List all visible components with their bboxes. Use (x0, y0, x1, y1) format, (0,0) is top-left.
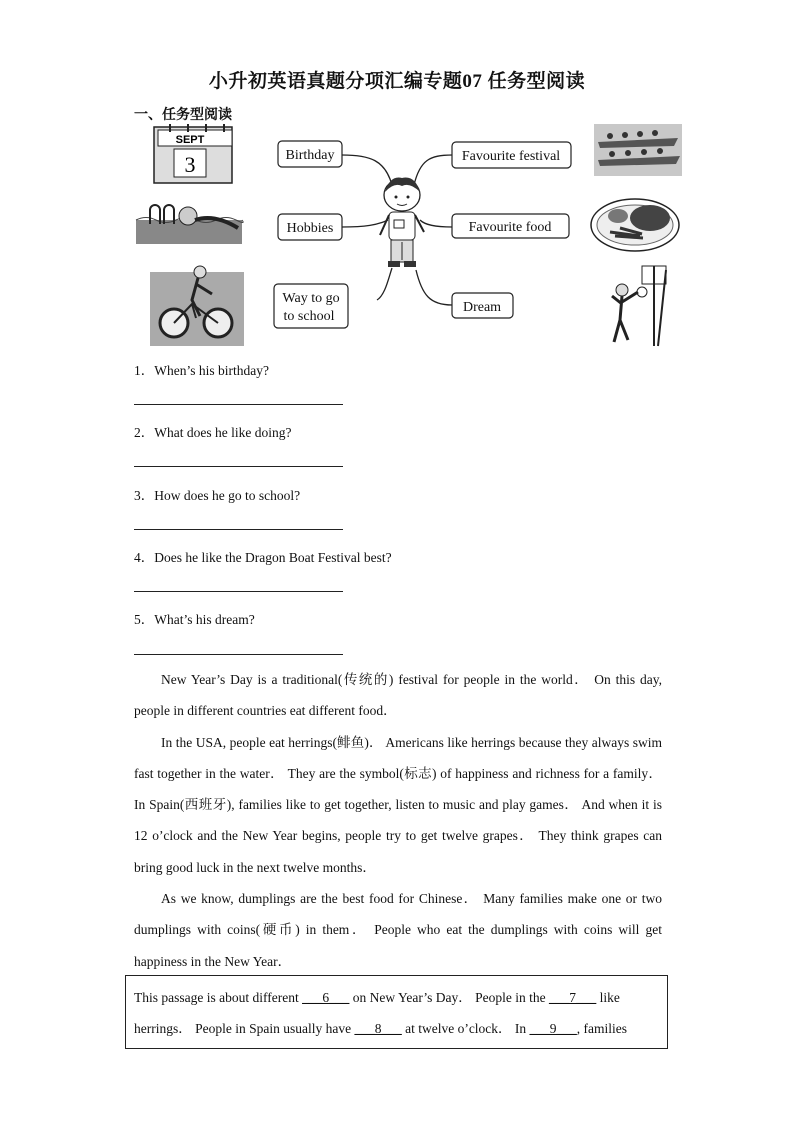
calendar-month: SEPT (175, 134, 205, 146)
summary-segment: like herrings． People in Spain usually have (134, 990, 620, 1036)
question-3: 3．How does he go to school? (134, 488, 301, 503)
summary-text (134, 982, 659, 1044)
blank-9[interactable]: ___9___ (529, 1021, 577, 1036)
dragon-boat-icon (594, 124, 682, 176)
answer-line-2[interactable] (134, 466, 343, 467)
blank-7[interactable]: ___7___ (548, 990, 597, 1005)
summary-segment: This passage is about different (134, 990, 303, 1005)
question-4: 4．Does he like the Dragon Boat Festival best? (134, 550, 392, 565)
summary-segment: , families (576, 1021, 628, 1036)
passage-paragraph-3: As we know, dumplings are the best food for Chinese． Many families make one or two dumplings with coins(硬币) in them． People who eat the dumplings with coins will get happiness in the New Year． (134, 891, 662, 969)
passage-paragraph-1: New Year’s Day is a traditional(传统的) festival for people in the world． On this day, people in different countries eat different food． (134, 672, 662, 719)
passage-paragraph-2: In the USA, people eat herrings(鲱鱼)． Americans like herrings because they always swim fast together in the water． They are the symbol(标志) of happiness and richness for a family． In Spain(西班牙), families like to get together, listen to music and play games． And when it is 12 o’clock and the New Year begins, people try to get twelve grapes． They think grapes can bring good luck in the next twelve months． (134, 734, 662, 875)
summary-box (125, 975, 668, 1049)
food-plate-icon (591, 199, 679, 251)
section-heading: 一、任务型阅读 (134, 108, 232, 123)
blank-8[interactable]: ___8___ (354, 1021, 402, 1036)
answer-line-1[interactable] (134, 404, 343, 405)
reading-passage (134, 664, 662, 977)
answer-line-3[interactable] (134, 529, 343, 530)
page-title: 小升初英语真题分项汇编专题07 任务型阅读 (208, 71, 586, 92)
answer-line-5[interactable] (134, 654, 343, 655)
mind-map-diagram (130, 120, 690, 355)
summary-segment: on New Year’s Day． People in the (349, 990, 549, 1005)
question-2: 2．What does he like doing? (134, 425, 292, 440)
label-birthday: Birthday (285, 148, 335, 163)
boy-illustration (380, 178, 424, 267)
question-5: 5．What’s his dream? (134, 612, 255, 627)
label-hobbies: Hobbies (286, 221, 334, 236)
label-dream: Dream (462, 300, 502, 315)
cycling-icon (150, 266, 244, 346)
swimming-icon (136, 205, 243, 244)
label-food: Favourite food (468, 220, 552, 235)
label-festival: Favourite festival (461, 149, 561, 164)
calendar-day: 3 (184, 152, 196, 177)
summary-segment: at twelve o’clock． In (401, 1021, 530, 1036)
label-way-line1: Way to go (282, 291, 340, 306)
blank-6[interactable]: ___6___ (302, 990, 350, 1005)
calendar-icon (154, 124, 232, 183)
question-1: 1．When’s his birthday? (134, 363, 269, 378)
basketball-player-icon (612, 266, 666, 346)
answer-line-4[interactable] (134, 591, 343, 592)
label-way-line2: to school (283, 309, 335, 324)
